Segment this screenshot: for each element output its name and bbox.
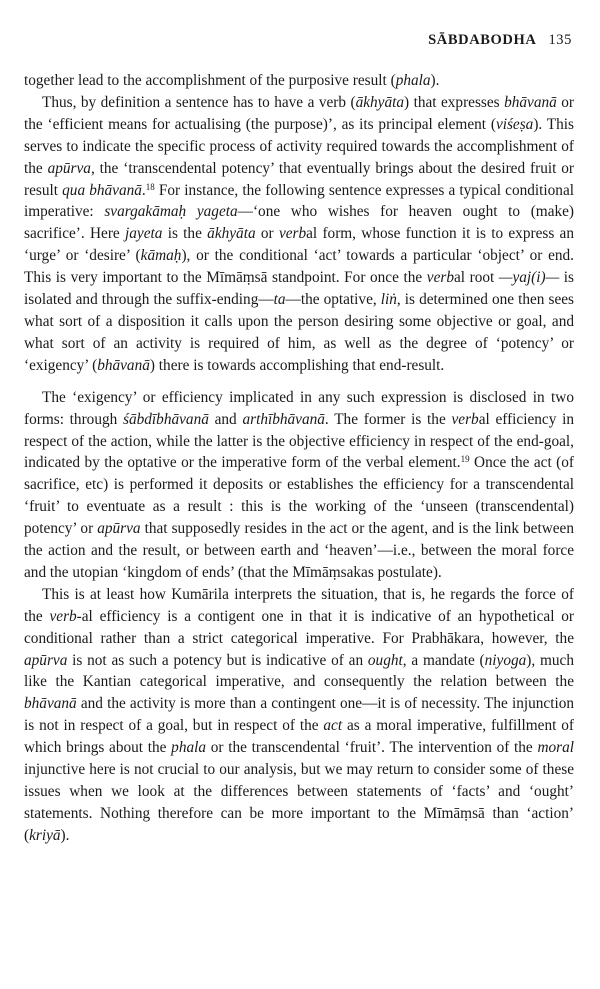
paragraph-exigency-forms [24,387,574,584]
italic-term: apūrva [24,651,68,669]
italic-term: śābdībhāvanā [123,410,209,428]
text-run: injunctive here is not crucial to our analysis, but we may return to consider some of these issues when we look at the differences between statements of ‘facts’ and ‘ought’ statements. Nothing therefore can be more important to the Mīmāṃsā than ‘action’ ( [24,761,574,844]
footnote-ref: 19 [460,454,470,465]
text-run: -al efficiency is a contigent one in that it is indicative of an hypothetical or conditional rather than a strict categorical imperative. For Prabhākara, however, the [24,607,575,647]
italic-term: arthībhāvanā [242,410,325,428]
text-run: is isolated and through the suffix-ending— [24,269,575,309]
italic-term: ought [367,651,403,669]
italic-term: bhāvanā [504,93,557,111]
text-run: Once the act (of sacrifice, etc) is performed it deposits or establishes the efficiency for a transcendental ‘fruit’ to eventuate as a result : this is the working of the ‘unseen (transcendental) potency’ or [24,454,574,538]
text-run: and the activity is more than a contingent one—it is of necessity. The injunction is not in respect of a goal, but in respect of the [24,695,574,735]
italic-term: kāmaḥ [140,247,182,265]
italic-term: ākhyāta [207,225,256,243]
text-run: al root [453,269,499,287]
italic-term: svargakāmaḥ yageta [104,203,238,221]
italic-term: verb [278,225,307,243]
text-run: al efficiency in respect of the action, while the latter is the objective efficiency in respect of the end-goal, indicated by the optative or the imperative form of the verbal element. [24,410,574,472]
text-run: The ‘exigency’ or efficiency implicated in any such expression is disclosed in two forms: through [24,388,574,428]
italic-term: apūrva [47,159,91,177]
text-run: al form, whose function it is to express an ‘urge’ or ‘desire’ ( [24,225,574,265]
italic-term: act [323,717,343,735]
text-run: ). [430,72,440,89]
text-run: ). [60,826,70,844]
italic-term: phala [395,72,431,89]
italic-term: jayeta [125,225,163,243]
text-run: ), much like the Kantian categorical imperative, and consequently the relation between the [24,651,574,691]
italic-term: ākhyāta [355,93,405,111]
text-run: is the [162,225,208,243]
text-run: and [208,410,243,428]
text-run: This is at least how Kumārila interprets the situation, that is, he regards the force of the [24,585,574,625]
italic-term: viśeṣa [495,115,534,133]
text-run: or the ‘efficient means for actualising (the purpose)’, as its principal element ( [24,93,574,133]
italic-term: verb [451,410,479,428]
text-run: , is determined one then sees what sort of a disposition it calls upon the person desiring some objective or goal, and what sort of an activity is required of him, as well as the degree of ‘potency’ or ‘exigency’ ( [24,291,574,374]
italic-term: liṅ [380,291,397,309]
text-run: or the transcendental ‘fruit’. The intervention of the [206,739,538,757]
text-run: is not as such a potency but is indicative of an [67,651,368,669]
body-text [24,70,574,847]
italic-term: bhāvanā [24,695,77,713]
paragraph-kumarila-prabhakara [24,584,574,847]
italic-term: apūrva [97,520,141,538]
paragraph-continued [24,70,574,92]
page-number: 135 [548,32,572,48]
italic-term: phala [171,739,207,757]
italic-term: ta [273,291,286,309]
text-run: . The former is the [324,410,452,428]
text-run: as a moral imperative, fulfillment of which brings about the [24,717,574,757]
text-run: together lead to the accomplishment of the purposive result ( [24,72,396,89]
italic-term: verb [49,607,77,625]
text-run: ). This serves to indicate the specific process of activity required towards the accomplishment of the [24,115,574,177]
text-run: ), or the conditional ‘act’ towards a particular ‘object’ or end. This is very important to the Mīmāṃsā standpoint. For once the [24,247,575,287]
italic-term: niyoga [484,651,527,669]
paragraph-sentence-definition [24,92,574,377]
italic-term: —yaj(i)— [498,269,560,287]
italic-term: verb [426,269,454,287]
text-run: ) there is towards accomplishing that end-result. [149,356,445,374]
italic-term: bhāvanā [97,356,150,374]
running-title: SĀBDABODHA [428,32,537,48]
italic-term: qua bhāvanā [62,181,142,199]
text-run: . [141,181,146,199]
text-run: ) that expresses [404,93,505,111]
text-run: —‘one who wishes for heaven ought to (make) sacrifice’. Here [24,203,575,243]
text-run: that supposedly resides in the act or the agent, and is the link between the action and the result, or between earth and ‘heaven’—i.e., between the moral force and the utopian ‘kingdom of ends’ (that the Mīmāṃsakas postulate). [24,520,574,581]
footnote-ref: 18 [145,181,155,192]
text-run: —the optative, [285,291,381,309]
text-run: , a mandate ( [402,651,485,669]
text-run: , the ‘transcendental potency’ that eventually brings about the desired fruit or result [24,159,574,199]
italic-term: kriyā [29,826,61,844]
text-run: or [255,225,279,243]
italic-term: moral [537,739,574,757]
running-header [428,32,572,49]
text-run: Thus, by definition a sentence has to have a verb ( [42,93,356,111]
text-run: For instance, the following sentence expresses a typical conditional imperative: [24,181,574,221]
